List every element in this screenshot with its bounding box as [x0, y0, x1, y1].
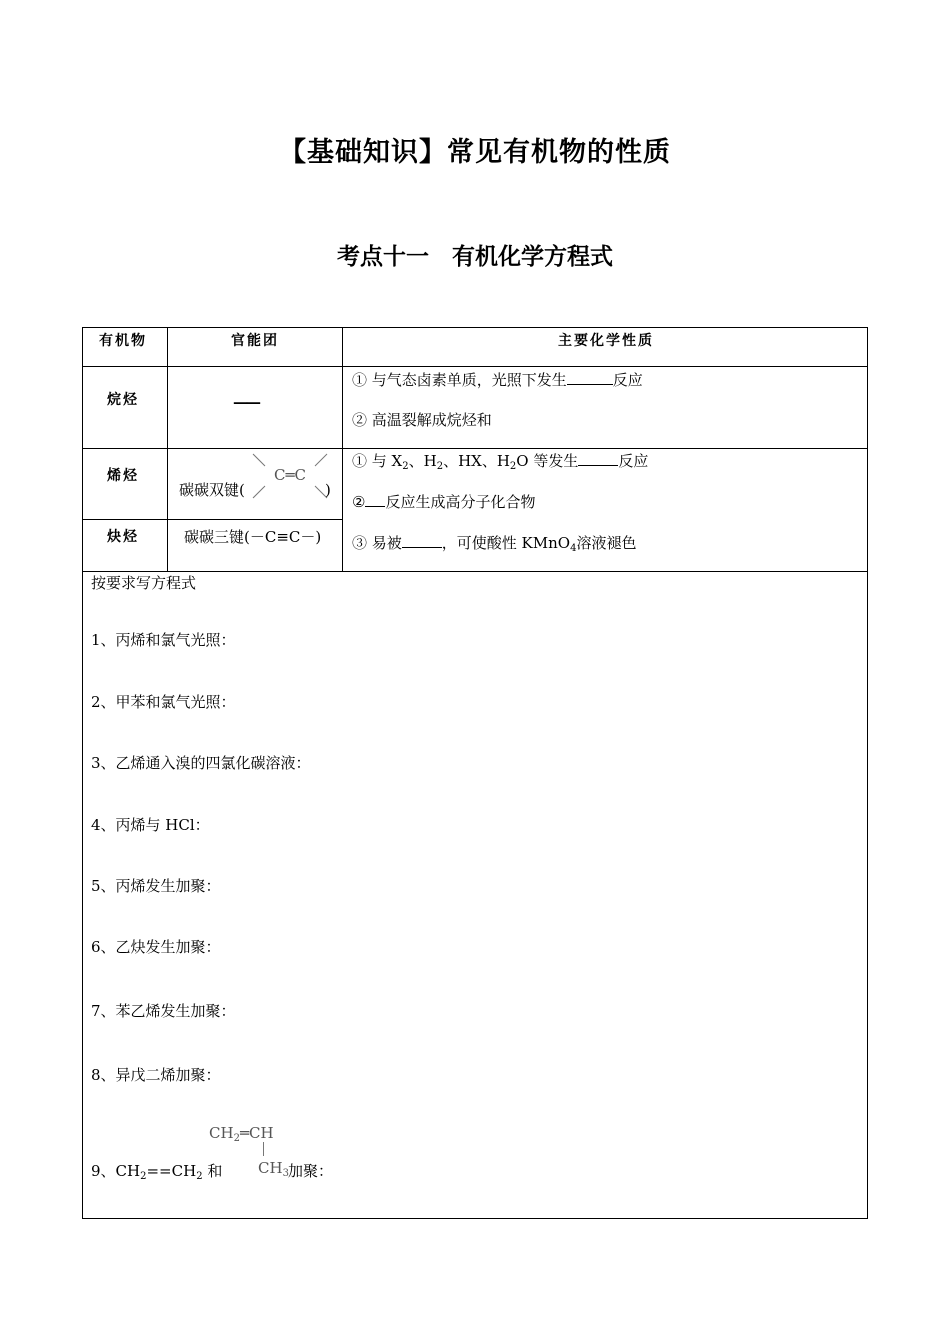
header-compound: 有机物	[99, 333, 147, 349]
exercise-item: 1、丙烯和氯气光照：	[91, 631, 236, 649]
exercise-item: 7、苯乙烯发生加聚：	[91, 1002, 236, 1020]
answer-blank	[578, 450, 618, 466]
column-divider	[342, 328, 343, 571]
row-divider	[83, 366, 867, 367]
page-subtitle: 考点十一 有机化学方程式	[337, 244, 613, 270]
alkene-group-label: 碳碳双键(	[179, 481, 245, 499]
page-title: 【基础知识】常见有机物的性质	[279, 137, 671, 168]
header-functional-group: 官能团	[231, 333, 279, 349]
alkane-property-1: ① 与气态卤素单质，光照下发生 反应	[352, 371, 643, 389]
answer-blank	[567, 369, 613, 385]
propene-bond-line	[263, 1142, 264, 1156]
exercise-item: 6、乙炔发生加聚：	[91, 938, 221, 956]
answer-blank	[402, 532, 442, 548]
properties-table	[82, 327, 868, 1219]
row-divider	[83, 571, 867, 572]
header-properties: 主要化学性质	[558, 333, 654, 349]
exercise-item: 3、乙烯通入溴的四氯化碳溶液：	[91, 754, 311, 772]
exercise-item-9: 9、$CH_2==CH_2$ 和	[91, 1162, 223, 1182]
exercise-item-9-suffix: 加聚：	[288, 1162, 334, 1180]
propene-structure-bottom: $CH_3$	[258, 1159, 289, 1179]
alkane-group: ——	[233, 393, 259, 411]
exercise-item: 5、丙烯发生加聚：	[91, 877, 221, 895]
alkene-property-2: ② 反应生成高分子化合物	[352, 493, 536, 511]
alkene-group-close: )	[325, 481, 331, 499]
alkane-property-2: ② 高温裂解成烷烃和	[352, 411, 492, 429]
double-bond-text: C═C	[274, 466, 306, 484]
alkene-name: 烯烃	[107, 468, 139, 484]
exercise-intro: 按要求写方程式	[91, 574, 197, 592]
propene-structure-top: $CH_2═CH$	[209, 1124, 274, 1144]
answer-blank	[365, 491, 385, 507]
alkyne-group: 碳碳三键(－C≡C－)	[184, 528, 322, 546]
alkyne-property-3: ③ 易被 ，可使酸性 KMnO$_4$溶液褪色	[352, 534, 637, 554]
alkane-name: 烷烃	[107, 392, 139, 408]
alkyne-name: 炔烃	[107, 529, 139, 545]
exercise-item: 2、甲苯和氯气光照：	[91, 693, 236, 711]
row-divider	[83, 519, 342, 520]
row-divider	[83, 448, 867, 449]
double-bond-structure-icon	[249, 450, 331, 502]
exercise-item: 8、异戊二烯加聚：	[91, 1066, 221, 1084]
alkene-property-1: ① 与 $X_2$、$H_2$、HX、$H_2O$ 等发生 反应	[352, 452, 649, 472]
column-divider	[167, 328, 168, 571]
exercise-item: 4、丙烯与 HCl：	[91, 816, 210, 834]
